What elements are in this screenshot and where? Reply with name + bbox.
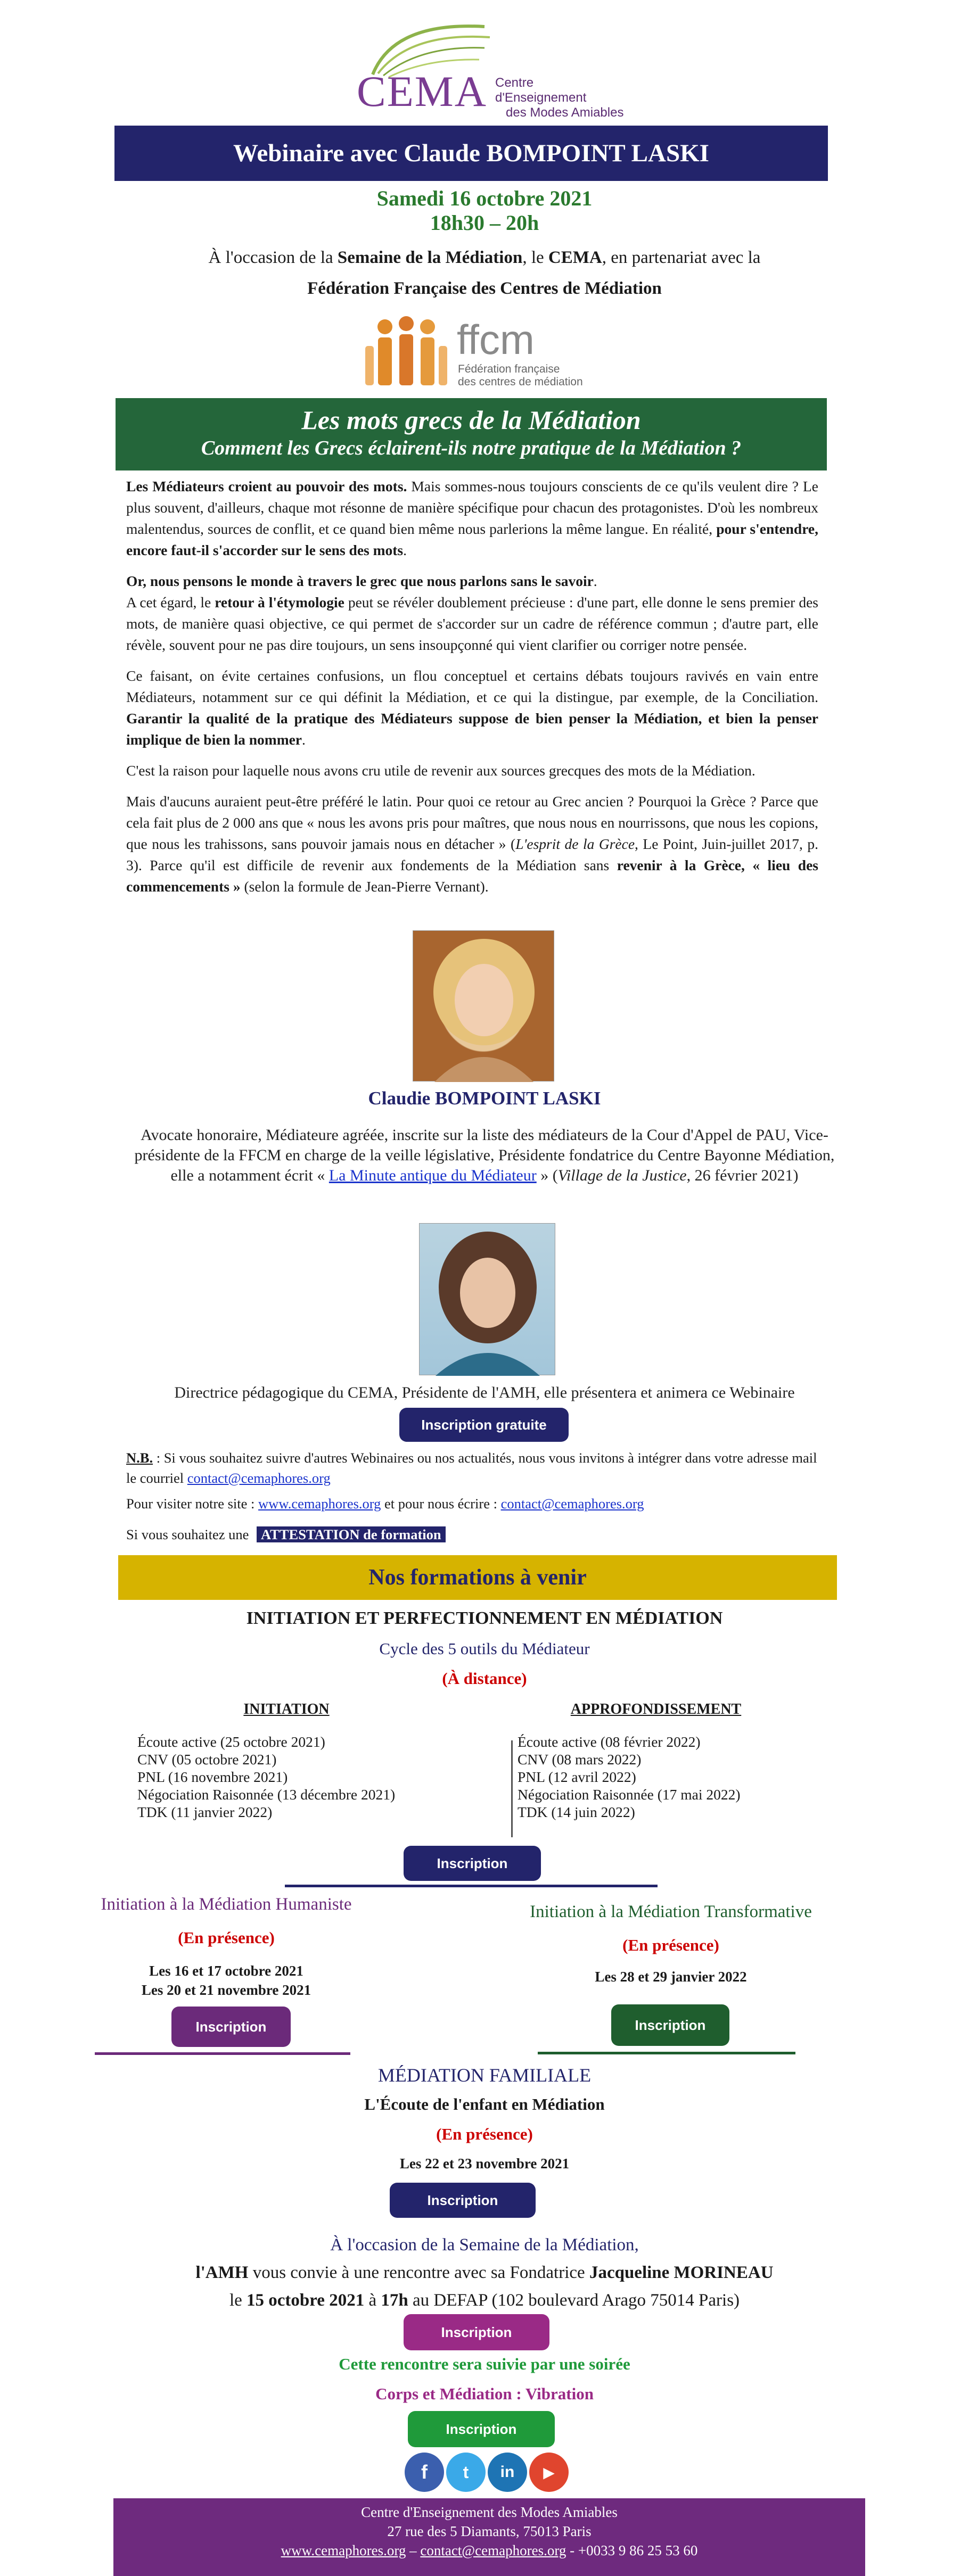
article-body — [126, 476, 818, 907]
article-paragraph: Ce faisant, on évite certaines confusions, un flou conceptuel et certains débats toujours ravivés en vain entre Médiateurs, notamment sur ce qui définit la Médiation, et ce qui la distingue, par exemple, de la Conciliation. Garantir la qualité de la pratique des Médiateurs suppose de bien penser la Médiation, et bien la penser implique de bien la nommer. — [126, 667, 818, 748]
linkedin-icon[interactable]: in — [488, 2453, 527, 2492]
transformative-block — [500, 1902, 841, 1985]
cycle-mode: (À distance) — [442, 1669, 527, 1688]
ffcm-logo: ffcm Fédération française des centres de médiation — [361, 314, 606, 394]
article-link[interactable]: La Minute antique du Médiateur — [329, 1167, 537, 1184]
cycle-registration-button[interactable]: Inscription — [404, 1846, 541, 1881]
humaniste-date2: Les 20 et 21 novembre 2021 — [141, 1982, 311, 1998]
cema-logo — [351, 16, 628, 128]
familiale-title: MÉDIATION FAMILIALE — [377, 2065, 592, 2086]
ffcm-acronym: ffcm — [457, 316, 535, 363]
initiation-heading: INITIATION — [243, 1701, 330, 1718]
humaniste-block — [80, 1895, 373, 2000]
amh-registration-button[interactable]: Inscription — [404, 2314, 549, 2350]
familiale-subtitle: L'Écoute de l'enfant en Médiation — [364, 2095, 605, 2113]
speaker-bio: Avocate honoraire, Médiateure agréée, inscrite sur la liste des médiateurs de la Cour d'Appel de PAU, Vice-présidente de la FFCM en charge de la veille législative, Présidente fondatrice du Centre Bayonne Médiation, elle a notamment écrit « La Minute antique du Médiateur » (Village de la Justice, 26 février 2021) — [134, 1126, 835, 1184]
familiale-registration-button[interactable]: Inscription — [390, 2183, 536, 2218]
footer-org: Centre d'Enseignement des Modes Amiables — [361, 2504, 618, 2520]
humaniste-date1: Les 16 et 17 octobre 2021 — [149, 1963, 303, 1979]
transformative-title: Initiation à la Médiation Transformative — [530, 1902, 812, 1921]
transformative-registration-button[interactable]: Inscription — [611, 2004, 729, 2046]
initiation-item: CNV (05 octobre 2021) — [137, 1751, 277, 1768]
cycle-title: Cycle des 5 outils du Médiateur — [379, 1639, 590, 1658]
soiree-text: Cette rencontre sera suivie par une soirée — [339, 2355, 630, 2373]
attestation-link[interactable]: ATTESTATION de formation — [257, 1526, 446, 1542]
approfondissement-item: PNL (12 avril 2022) — [518, 1769, 636, 1785]
humaniste-mode: (En présence) — [178, 1928, 275, 1947]
logo-line2: des Modes Amiables — [506, 105, 624, 120]
intro-paragraph: À l'occasion de la Semaine de la Médiation, le CEMA, en partenariat avec la Fédération Française des Centres de Médiation — [208, 248, 761, 298]
visit-line: Pour visiter notre site : www.cemaphores.org et pour nous écrire : contact@cemaphores.org — [126, 1496, 644, 1512]
humaniste-title: Initiation à la Médiation Humaniste — [101, 1895, 352, 1914]
article-paragraph: Or, nous pensons le monde à travers le grec que nous parlons sans le savoir. A cet égard, le retour à l'étymologie peut se révéler doublement précieuse : d'une part, elle donne le sens premier des mots, de manière quasi objective, ce qui permet de s'accorder sur un cadre de référence commun ; d'autre part, elle révèle, souvent pour ne pas dire toujours, un sens insoupçonné qui vient clarifier ou corriger notre pensée. — [126, 573, 818, 653]
approfondissement-item: CNV (08 mars 2022) — [518, 1751, 642, 1768]
logo-line1: Centre d'Enseignement — [495, 76, 587, 105]
article-paragraph: C'est la raison pour laquelle nous avons cru utile de revenir aux sources grecques des mots de la Médiation. — [126, 762, 756, 779]
ffcm-figures-icon — [361, 314, 451, 389]
amh-block — [0, 2231, 969, 2314]
amh-line3: le 15 octobre 2021 à 17h au DEFAP (102 boulevard Arago 75014 Paris) — [229, 2291, 740, 2310]
approfondissement-item: Négociation Raisonnée (17 mai 2022) — [518, 1786, 741, 1803]
article-paragraph: Les Médiateurs croient au pouvoir des mots. Mais sommes-nous toujours conscients de ce qu'ils veulent dire ? Le plus souvent, d'ailleurs, chaque mot résonne de manière spécifique pour chacun des protagonistes. D'où les nombreux malentendus, sources de conflit, et ce quand bien même nous parlerions la même langue. En réalité, pour s'entendre, encore faut-il s'accorder sur le sens des mots. — [126, 478, 819, 558]
familiale-mode: (En présence) — [436, 2125, 533, 2143]
attestation-line: Si vous souhaitez une ATTESTATION de formation — [126, 1524, 818, 1545]
divider-line — [285, 1885, 658, 1887]
initiation-list — [137, 1733, 478, 1821]
footer-address: 27 rue des 5 Diamants, 75013 Paris — [387, 2523, 592, 2539]
transformative-date: Les 28 et 29 janvier 2022 — [595, 1969, 747, 1985]
initiation-column — [137, 1701, 478, 1821]
familiale-date: Les 22 et 23 novembre 2021 — [399, 2156, 570, 2172]
transformative-mode: (En présence) — [622, 1936, 719, 1954]
footer-contacts: www.cemaphores.org – contact@cemaphores.org - +0033 9 86 25 53 60 — [281, 2542, 698, 2558]
cema-logo-text: CEMA — [357, 67, 487, 115]
federation-name: Fédération Française des Centres de Médiation — [307, 279, 662, 298]
column-divider — [511, 1740, 513, 1837]
footer — [113, 2498, 865, 2576]
humaniste-registration-button[interactable]: Inscription — [171, 2007, 291, 2047]
initiation-item: Écoute active (25 octobre 2021) — [137, 1733, 325, 1750]
nb-note: N.B. : Si vous souhaitez suivre d'autres Webinaires ou nos actualités, nous vous invitons à intégrer dans votre adresse mail le courriel contact@cemaphores.org — [126, 1450, 817, 1486]
host-photo — [419, 1223, 555, 1375]
footer-email-link[interactable]: contact@cemaphores.org — [420, 2542, 566, 2558]
approfondissement-item: TDK (14 juin 2022) — [518, 1804, 635, 1820]
youtube-icon[interactable]: ▶ — [529, 2453, 569, 2492]
corps-text: Corps et Médiation : Vibration — [375, 2384, 594, 2403]
initiation-item: PNL (16 novembre 2021) — [137, 1769, 288, 1785]
divider-line — [538, 2052, 795, 2054]
contact-email-link[interactable]: contact@cemaphores.org — [187, 1470, 331, 1486]
host-bio: Directrice pédagogique du CEMA, Présidente de l'AMH, elle présentera et animera ce Webinaire — [174, 1384, 795, 1401]
facebook-icon[interactable]: f — [405, 2453, 444, 2492]
event-time: 18h30 – 20h — [430, 211, 539, 235]
twitter-icon[interactable]: t — [446, 2453, 486, 2492]
formations-banner: Nos formations à venir — [118, 1555, 837, 1600]
approfondissement-heading: APPROFONDISSEMENT — [570, 1701, 742, 1718]
amh-line2: l'AMH vous convie à une rencontre avec sa Fondatrice Jacqueline MORINEAU — [195, 2263, 774, 2282]
initiation-item: TDK (11 janvier 2022) — [137, 1804, 273, 1820]
speaker-portrait-icon — [413, 931, 555, 1082]
approfondissement-list — [518, 1733, 858, 1821]
host-portrait-icon — [420, 1224, 556, 1376]
formations-title: INITIATION ET PERFECTIONNEMENT EN MÉDIATION — [246, 1608, 723, 1628]
initiation-item: Négociation Raisonnée (13 décembre 2021) — [137, 1786, 396, 1803]
website-link[interactable]: www.cemaphores.org — [258, 1496, 381, 1512]
soiree-registration-button[interactable]: Inscription — [408, 2411, 555, 2447]
footer-website-link[interactable]: www.cemaphores.org — [281, 2542, 406, 2558]
free-registration-button[interactable]: Inscription gratuite — [399, 1408, 569, 1442]
write-email-link[interactable]: contact@cemaphores.org — [500, 1496, 644, 1512]
topic-subtitle: Comment les Grecs éclairent-ils notre pratique de la Médiation ? — [201, 437, 742, 459]
webinar-banner: Webinaire avec Claude BOMPOINT LASKI — [114, 126, 828, 181]
speaker-photo — [413, 930, 554, 1081]
topic-banner — [116, 398, 827, 470]
speaker-name: Claudie BOMPOINT LASKI — [368, 1088, 601, 1109]
divider-line — [95, 2052, 350, 2055]
topic-title: Les mots grecs de la Médiation — [301, 405, 641, 435]
amh-line1: À l'occasion de la Semaine de la Médiation, — [330, 2235, 639, 2255]
familiale-block — [0, 2064, 969, 2172]
approfondissement-item: Écoute active (08 février 2022) — [518, 1733, 701, 1750]
article-paragraph: Mais d'aucuns auraient peut-être préféré le latin. Pour quoi ce retour au Grec ancien ? Pourquoi la Grèce ? Parce que cela fait plus de 2 000 ans que « nous les avons pris pour maîtres, que nous nous en nourrissons, que nous les copions, que nous les trahissons, sans pouvoir jamais nous en détacher » (L'esprit de la Grèce, Le Point, Juin-juillet 2017, p. 3). Parce qu'il est difficile de revenir aux fondements de la Médiation sans revenir à la Grèce, « lieu des commencements » (selon la formule de Jean-Pierre Vernant). — [126, 793, 819, 895]
approfondissement-column — [518, 1701, 858, 1821]
event-date: Samedi 16 octobre 2021 — [376, 186, 593, 210]
